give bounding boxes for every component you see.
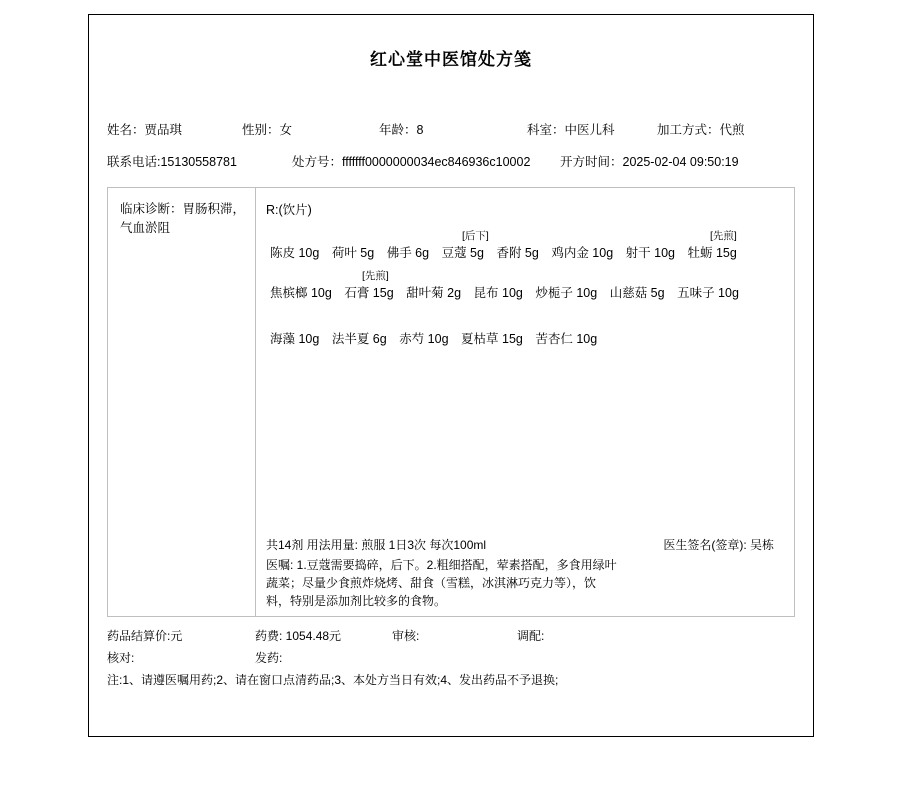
tag-row-1 — [266, 228, 784, 244]
herb-item: 甜叶菊 2g — [406, 286, 462, 301]
usage-row — [266, 537, 784, 554]
herb-item: 五味子 10g — [677, 286, 739, 301]
herb-item: 鸡内金 10g — [551, 246, 614, 260]
tag-houxia: [后下] — [462, 230, 489, 242]
patient-department: 科室：中医儿科 — [527, 123, 615, 137]
herb-item: 炒栀子 10g — [535, 286, 598, 301]
tag-row-2 — [266, 268, 784, 284]
doctor-advice-line-1: 医嘱: 1.豆蔻需要捣碎，后下。2.粗细搭配，荤素搭配，多食用绿叶 — [266, 558, 617, 572]
herb-item: 牡蛎 15g — [687, 246, 737, 260]
page-title: 红心堂中医馆处方笺 — [370, 50, 532, 69]
herb-item: 海藻 10g — [270, 332, 320, 347]
patient-gender: 性别：女 — [242, 123, 293, 137]
patient-age: 年龄：8 — [379, 123, 424, 137]
billing-row-2 — [107, 649, 795, 666]
herb-item: 陈皮 10g — [270, 246, 320, 260]
herb-item: 山慈菇 5g — [609, 286, 665, 301]
settlement-price: 药品结算价:元 — [107, 629, 183, 643]
patient-phone: 联系电话:15130558781 — [107, 155, 237, 169]
tag-xianjian-right: [先煎] — [710, 230, 737, 242]
dispense-field: 调配: — [517, 629, 545, 643]
prescription-number: 处方号：fffffff0000000034ec846936c10002 — [292, 155, 531, 169]
herb-item: 石膏 15g — [344, 286, 394, 301]
check-field: 核对: — [107, 651, 135, 665]
doctor-signature: 医生签名(签章): 吴栋 — [663, 537, 774, 552]
clinical-diagnosis: 临床诊断：胃肠积滞，气血淤阻 — [108, 188, 256, 616]
issue-field: 发药: — [255, 651, 283, 665]
herb-item: 昆布 10g — [473, 286, 523, 301]
doctor-advice-line-3: 料，特别是添加剂比较多的食物。 — [266, 594, 447, 608]
footer-note: 注:1、请遵医嘱用药;2、请在窗口点清药品;3、本处方当日有效;4、发出药品不予退换; — [107, 673, 559, 687]
patient-info-row-1 — [107, 120, 795, 138]
herb-line-spacer — [266, 308, 784, 330]
herb-line-2 — [266, 284, 784, 302]
prescription-header: R:(饮片) — [266, 203, 312, 217]
doctor-advice-line-2: 蔬菜；尽量少食煎炸烧烤、甜食（雪糕，冰淇淋巧克力等），饮 — [266, 576, 597, 590]
billing-block — [89, 627, 813, 688]
herb-item: 赤芍 10g — [399, 332, 449, 347]
herb-item: 豆蔻 5g — [441, 246, 484, 260]
herb-line-1 — [266, 244, 784, 262]
usage-dosage: 共14剂 用法用量: 煎服 1日3次 每次100ml — [266, 537, 487, 552]
prescription-page — [88, 14, 814, 737]
herb-item: 苦杏仁 10g — [535, 332, 598, 347]
herb-item: 射干 10g — [625, 246, 675, 260]
tag-xianjian-left: [先煎] — [362, 270, 389, 283]
prescription-footer — [266, 537, 784, 616]
processing-method: 加工方式：代煎 — [657, 123, 745, 137]
herb-item: 法半夏 6g — [331, 332, 387, 347]
patient-info-row-2 — [107, 152, 795, 170]
billing-row-1 — [107, 627, 795, 644]
patient-name: 姓名：贾品琪 — [107, 123, 183, 137]
herb-item: 香附 5g — [496, 246, 539, 260]
prescription-time: 开方时间：2025-02-04 09:50:19 — [560, 155, 739, 169]
prescription-content — [256, 188, 794, 616]
patient-info-block — [89, 120, 813, 170]
drug-fee: 药费: 1054.48元 — [255, 629, 342, 643]
herb-item: 佛手 6g — [386, 246, 430, 260]
review-field: 审核: — [392, 629, 420, 643]
herb-item: 焦槟榔 10g — [270, 286, 332, 301]
doctor-advice — [266, 556, 784, 610]
herb-line-3 — [266, 330, 784, 348]
herb-item: 荷叶 5g — [331, 246, 375, 260]
herb-item: 夏枯草 15g — [461, 332, 523, 347]
prescription-body — [107, 187, 795, 617]
